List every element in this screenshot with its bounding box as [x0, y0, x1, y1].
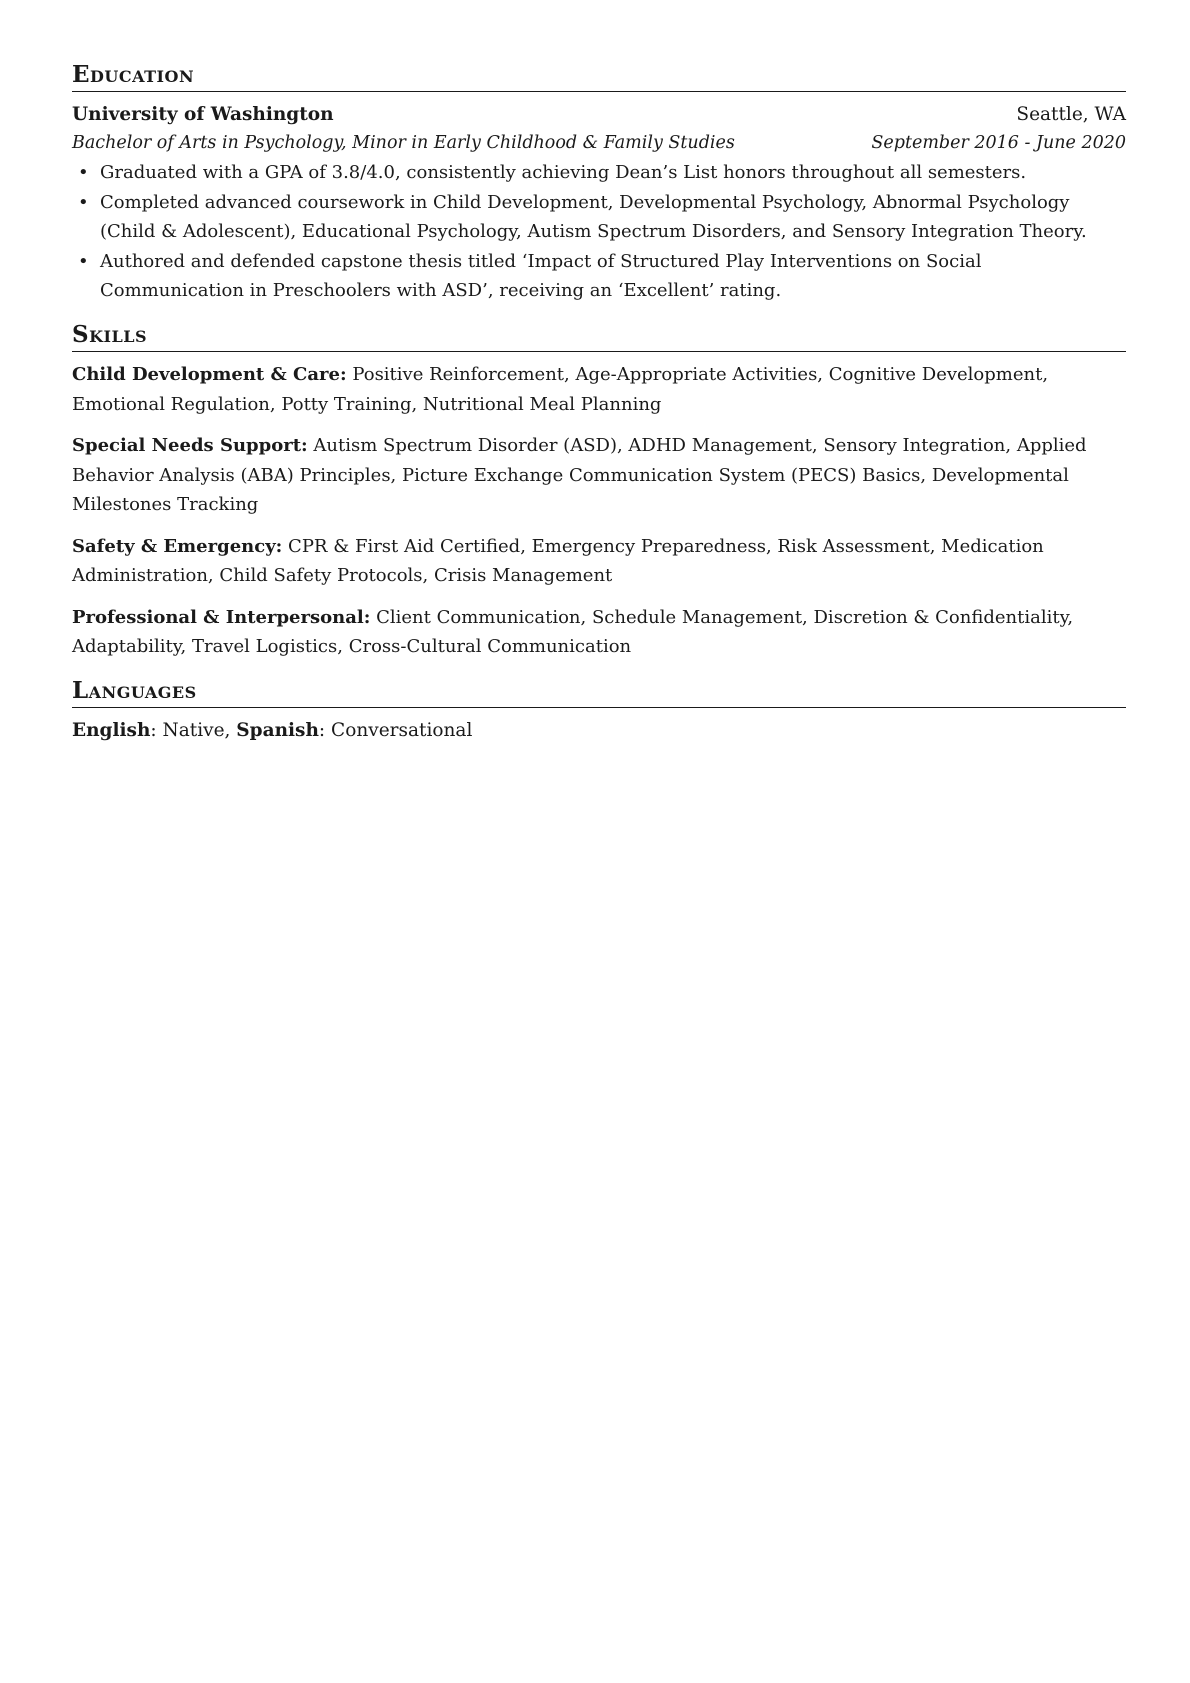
school-location: Seattle, WA	[1016, 104, 1126, 126]
bullet-icon: •	[78, 250, 89, 272]
skill-text: Positive Reinforcement, Age-Appropriate Activities, Cognitive Development, Emotional Regulation, Potty Training, Nutritional Meal Planning	[72, 364, 1049, 415]
languages-heading: Languages	[72, 678, 1126, 708]
education-bullet-text: Graduated with a GPA of 3.8/4.0, consistently achieving Dean’s List honors throughout all semesters.	[100, 162, 1027, 184]
degree-row	[72, 129, 1126, 158]
education-bullet-text: Authored and defended capstone thesis titled ‘Impact of Structured Play Interventions on Social Communication in Preschoolers with ASD’, receiving an ‘Excellent’ rating.	[100, 250, 982, 302]
skill-label: Special Needs Support:	[72, 435, 308, 457]
education-bullet	[72, 158, 1126, 188]
education-dates: September 2016 - June 2020	[871, 133, 1126, 154]
skill-text: CPR & First Aid Certified, Emergency Preparedness, Risk Assessment, Medication Administration, Child Safety Protocols, Crisis Management	[72, 535, 1044, 587]
skills-section	[72, 322, 1126, 662]
education-heading: Education	[72, 62, 1126, 92]
education-bullet	[72, 247, 1126, 306]
school-name: University of Washington	[72, 104, 334, 126]
languages-section	[72, 678, 1126, 746]
education-bullet	[72, 188, 1126, 247]
skill-group-child-development	[72, 360, 1126, 419]
resume-page	[72, 62, 1126, 761]
skill-group-professional	[72, 603, 1126, 662]
skill-text: Client Communication, Schedule Management, Discretion & Confidentiality, Adaptability, Travel Logistics, Cross-Cultural Communication	[72, 606, 1074, 658]
education-bullet-text: Completed advanced coursework in Child Development, Developmental Psychology, Abnormal Psychology (Child & Adolescent), Educational Psychology, Autism Spectrum Disorders, and Sensory Integration Theory.	[100, 191, 1087, 243]
language-level-spanish: Conversational	[331, 719, 473, 741]
degree-title: Bachelor of Arts in Psychology, Minor in Early Childhood & Family Studies	[72, 133, 735, 154]
education-header-row	[72, 100, 1126, 129]
language-name-spanish: Spanish	[236, 719, 319, 741]
language-name-english: English	[72, 719, 151, 741]
skill-label: Professional & Interpersonal:	[72, 606, 371, 628]
education-section	[72, 62, 1126, 306]
skill-label: Child Development & Care:	[72, 364, 347, 386]
bullet-icon: •	[78, 191, 89, 213]
bullet-icon: •	[78, 162, 89, 184]
language-level-english: Native	[162, 719, 225, 741]
skill-group-special-needs	[72, 431, 1126, 520]
languages-line: English: Native, Spanish: Conversational	[72, 719, 473, 741]
skill-group-safety	[72, 532, 1126, 591]
skills-heading: Skills	[72, 322, 1126, 352]
education-bullets	[72, 158, 1126, 306]
skill-text: Autism Spectrum Disorder (ASD), ADHD Management, Sensory Integration, Applied Behavior Analysis (ABA) Principles, Picture Exchange Communication System (PECS) Basics, Developmental Milestones Tracking	[72, 435, 1087, 516]
skill-label: Safety & Emergency:	[72, 535, 283, 557]
